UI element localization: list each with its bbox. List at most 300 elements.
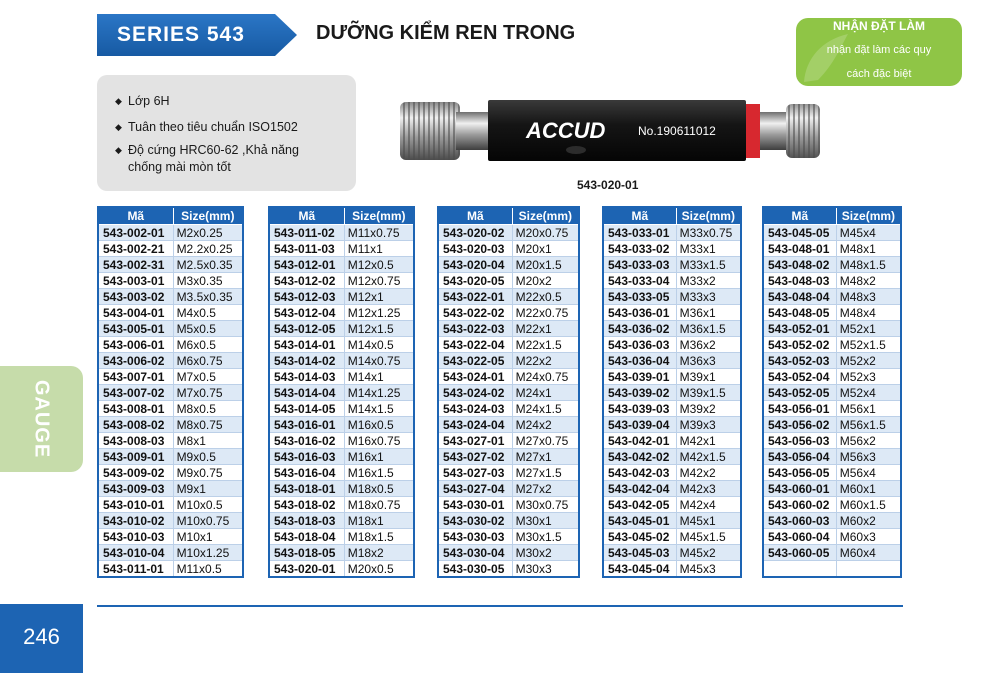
product-code: 543-027-01: [438, 433, 512, 449]
table-row: [269, 273, 414, 289]
thread-size: M36x1: [676, 305, 741, 321]
thread-size: M11x0.5: [173, 561, 243, 578]
product-code: 543-052-04: [763, 369, 836, 385]
table-row: [603, 289, 741, 305]
thread-size: M39x3: [676, 417, 741, 433]
table-row: [438, 545, 579, 561]
side-tab-label: GAUGE: [30, 379, 53, 459]
size-table-4: [602, 206, 742, 578]
thread-size: M56x3: [836, 449, 901, 465]
thread-size: M9x0.75: [173, 465, 243, 481]
table-header-row: [438, 207, 579, 225]
table-row: [438, 385, 579, 401]
gauge-side-tab: [0, 366, 83, 472]
product-code: 543-024-01: [438, 369, 512, 385]
table-row: [98, 273, 243, 289]
product-code: 543-020-03: [438, 241, 512, 257]
table-row: [763, 417, 901, 433]
product-code: 543-005-01: [98, 321, 173, 337]
table-row: [269, 353, 414, 369]
product-code: 543-045-02: [603, 529, 676, 545]
table-row: [763, 321, 901, 337]
product-code: 543-022-04: [438, 337, 512, 353]
product-code: 543-012-01: [269, 257, 344, 273]
table-row: [763, 433, 901, 449]
thread-size: M56x1.5: [836, 417, 901, 433]
product-code: 543-030-02: [438, 513, 512, 529]
product-code: 543-020-04: [438, 257, 512, 273]
table-row: [98, 529, 243, 545]
product-code: 543-009-02: [98, 465, 173, 481]
table-row: [438, 433, 579, 449]
column-header-size: Size(mm): [512, 207, 579, 225]
table-row: [763, 385, 901, 401]
table-row: [438, 561, 579, 578]
thread-size: M10x1: [173, 529, 243, 545]
table-row: [603, 497, 741, 513]
table-row: [763, 513, 901, 529]
thread-size: M56x2: [836, 433, 901, 449]
product-code: 543-056-03: [763, 433, 836, 449]
table-row: [269, 321, 414, 337]
thread-size: M48x1: [836, 241, 901, 257]
table-header-row: [763, 207, 901, 225]
thread-size: M39x2: [676, 401, 741, 417]
product-code: 543-020-01: [269, 561, 344, 578]
table-row: [438, 321, 579, 337]
product-code: 543-009-01: [98, 449, 173, 465]
thread-size: M36x2: [676, 337, 741, 353]
product-code: 543-004-01: [98, 305, 173, 321]
table-row: [603, 433, 741, 449]
table-header-row: [98, 207, 243, 225]
thread-size: M56x1: [836, 401, 901, 417]
table-row: [603, 241, 741, 257]
product-code: 543-033-05: [603, 289, 676, 305]
thread-size: M18x1.5: [344, 529, 414, 545]
table-row: [438, 337, 579, 353]
product-code: 543-008-01: [98, 401, 173, 417]
thread-size: M52x3: [836, 369, 901, 385]
product-code: 543-010-01: [98, 497, 173, 513]
table-row: [269, 385, 414, 401]
thread-size: M7x0.75: [173, 385, 243, 401]
thread-size: M42x4: [676, 497, 741, 513]
feature-list: [97, 75, 356, 191]
thread-size: M14x0.5: [344, 337, 414, 353]
table-row: [98, 513, 243, 529]
table-row: [98, 305, 243, 321]
table-row: [763, 401, 901, 417]
thread-size: M24x0.75: [512, 369, 579, 385]
product-code: 543-011-03: [269, 241, 344, 257]
thread-size: M27x0.75: [512, 433, 579, 449]
column-header-code: Mã: [438, 207, 512, 225]
product-code: 543-010-04: [98, 545, 173, 561]
product-code: 543-014-04: [269, 385, 344, 401]
thread-size: M60x3: [836, 529, 901, 545]
product-code: 543-024-02: [438, 385, 512, 401]
table-row: [763, 241, 901, 257]
product-code: 543-002-01: [98, 225, 173, 241]
thread-size: M42x1: [676, 433, 741, 449]
feature-text: Độ cứng HRC60-62 ,Khả năng chống mài mòn tốt: [128, 143, 299, 174]
table-row: [269, 305, 414, 321]
bullet-icon: ◆: [115, 145, 122, 155]
thread-size: M27x1: [512, 449, 579, 465]
thread-size: M52x1: [836, 321, 901, 337]
product-code: 543-042-05: [603, 497, 676, 513]
product-code: 543-012-03: [269, 289, 344, 305]
product-code: 543-002-21: [98, 241, 173, 257]
thread-size: M16x0.75: [344, 433, 414, 449]
product-code: 543-033-04: [603, 273, 676, 289]
thread-size: M22x1: [512, 321, 579, 337]
page-title: DƯỠNG KIỂM REN TRONG: [316, 22, 576, 44]
bottom-divider: [97, 605, 903, 607]
table-row: [603, 561, 741, 578]
table-row: [98, 417, 243, 433]
thread-size: M4x0.5: [173, 305, 243, 321]
thread-size: M20x2: [512, 273, 579, 289]
column-header-code: Mã: [269, 207, 344, 225]
feature-item: [115, 142, 328, 176]
page-number: 246: [23, 624, 60, 649]
thread-size: M60x2: [836, 513, 901, 529]
thread-gauge-image: [400, 98, 820, 164]
table-row: [763, 561, 901, 578]
product-code: 543-042-03: [603, 465, 676, 481]
table-row: [438, 257, 579, 273]
table-header-row: [603, 207, 741, 225]
product-code: 543-048-02: [763, 257, 836, 273]
product-code: 543-045-01: [603, 513, 676, 529]
size-table-5: [762, 206, 902, 578]
product-code: 543-007-02: [98, 385, 173, 401]
product-code: 543-042-04: [603, 481, 676, 497]
table-row: [98, 321, 243, 337]
product-code: 543-016-01: [269, 417, 344, 433]
thread-size: M8x0.5: [173, 401, 243, 417]
table-row: [763, 353, 901, 369]
table-row: [603, 417, 741, 433]
table-row: [763, 529, 901, 545]
table-row: [603, 513, 741, 529]
thread-size: M60x1.5: [836, 497, 901, 513]
table-row: [603, 401, 741, 417]
table-row: [98, 337, 243, 353]
size-table-2: [268, 206, 415, 578]
thread-size: M60x1: [836, 481, 901, 497]
product-code: 543-027-04: [438, 481, 512, 497]
column-header-code: Mã: [98, 207, 173, 225]
table-row: [98, 369, 243, 385]
serial-number: No.190611012: [638, 124, 716, 138]
product-code: 543-052-03: [763, 353, 836, 369]
thread-size: M45x4: [836, 225, 901, 241]
table-row: [438, 481, 579, 497]
product-code: 543-027-02: [438, 449, 512, 465]
thread-size: M12x0.5: [344, 257, 414, 273]
product-code: 543-060-02: [763, 497, 836, 513]
product-code: 543-033-02: [603, 241, 676, 257]
bullet-icon: ◆: [115, 96, 122, 106]
table-row: [438, 529, 579, 545]
table-row: [438, 417, 579, 433]
thread-size: M6x0.75: [173, 353, 243, 369]
product-code: 543-060-04: [763, 529, 836, 545]
product-code: [763, 561, 836, 578]
product-code: 543-024-03: [438, 401, 512, 417]
thread-size: M20x0.5: [344, 561, 414, 578]
product-code: 543-006-02: [98, 353, 173, 369]
series-label: SERIES 543: [117, 23, 245, 46]
size-table-3: [437, 206, 580, 578]
product-code: 543-036-04: [603, 353, 676, 369]
thread-size: M39x1.5: [676, 385, 741, 401]
table-row: [98, 465, 243, 481]
thread-size: M33x2: [676, 273, 741, 289]
product-code: 543-056-01: [763, 401, 836, 417]
table-row: [98, 353, 243, 369]
thread-size: M16x0.5: [344, 417, 414, 433]
product-code: 543-012-05: [269, 321, 344, 337]
table-row: [763, 289, 901, 305]
table-row: [269, 401, 414, 417]
table-row: [269, 257, 414, 273]
column-header-size: Size(mm): [836, 207, 901, 225]
table-row: [438, 353, 579, 369]
table-row: [603, 337, 741, 353]
table-row: [603, 273, 741, 289]
thread-size: M45x1: [676, 513, 741, 529]
custom-order-badge: [796, 18, 962, 86]
badge-line-1: nhận đặt làm các quy: [826, 44, 932, 56]
table-header-row: [269, 207, 414, 225]
product-code: 543-039-03: [603, 401, 676, 417]
product-code: 543-030-05: [438, 561, 512, 578]
product-code: 543-016-02: [269, 433, 344, 449]
product-code: 543-007-01: [98, 369, 173, 385]
product-code: 543-039-01: [603, 369, 676, 385]
table-row: [438, 401, 579, 417]
thread-size: M52x4: [836, 385, 901, 401]
product-code: 543-011-02: [269, 225, 344, 241]
thread-size: [836, 561, 901, 578]
table-row: [98, 385, 243, 401]
product-code: 543-056-05: [763, 465, 836, 481]
product-code: 543-027-03: [438, 465, 512, 481]
product-code: 543-048-03: [763, 273, 836, 289]
table-row: [603, 545, 741, 561]
product-code: 543-012-04: [269, 305, 344, 321]
thread-size: M14x1.25: [344, 385, 414, 401]
table-row: [763, 337, 901, 353]
table-row: [603, 385, 741, 401]
table-row: [438, 449, 579, 465]
thread-size: M10x1.25: [173, 545, 243, 561]
product-code: 543-052-01: [763, 321, 836, 337]
product-code: 543-022-05: [438, 353, 512, 369]
table-row: [98, 481, 243, 497]
thread-size: M39x1: [676, 369, 741, 385]
product-code: 543-042-02: [603, 449, 676, 465]
product-code: 543-036-03: [603, 337, 676, 353]
thread-size: M3x0.35: [173, 273, 243, 289]
table-row: [438, 497, 579, 513]
thread-size: M18x0.75: [344, 497, 414, 513]
table-row: [603, 449, 741, 465]
product-code: 543-056-02: [763, 417, 836, 433]
product-code: 543-014-05: [269, 401, 344, 417]
product-code: 543-039-02: [603, 385, 676, 401]
product-code: 543-052-05: [763, 385, 836, 401]
table-row: [763, 481, 901, 497]
thread-size: M12x1.5: [344, 321, 414, 337]
table-row: [98, 449, 243, 465]
thread-size: M16x1.5: [344, 465, 414, 481]
product-code: 543-014-02: [269, 353, 344, 369]
thread-size: M20x0.75: [512, 225, 579, 241]
table-row: [438, 241, 579, 257]
table-row: [269, 225, 414, 241]
table-row: [763, 497, 901, 513]
thread-size: M60x4: [836, 545, 901, 561]
thread-size: M48x4: [836, 305, 901, 321]
table-row: [603, 353, 741, 369]
thread-size: M22x0.5: [512, 289, 579, 305]
thread-size: M33x1.5: [676, 257, 741, 273]
thread-size: M33x3: [676, 289, 741, 305]
table-row: [269, 465, 414, 481]
product-code: 543-033-01: [603, 225, 676, 241]
thread-size: M16x1: [344, 449, 414, 465]
thread-size: M30x1.5: [512, 529, 579, 545]
thread-size: M10x0.75: [173, 513, 243, 529]
thread-size: M22x0.75: [512, 305, 579, 321]
thread-size: M2.5x0.35: [173, 257, 243, 273]
thread-size: M36x1.5: [676, 321, 741, 337]
thread-gauge-illustration: [400, 98, 820, 164]
thread-size: M9x0.5: [173, 449, 243, 465]
product-code: 543-018-01: [269, 481, 344, 497]
product-code: 543-056-04: [763, 449, 836, 465]
feature-text: Lớp 6H: [128, 94, 170, 108]
thread-size: M9x1: [173, 481, 243, 497]
badge-title: NHẬN ĐẶT LÀM: [833, 19, 925, 33]
thread-size: M12x1.25: [344, 305, 414, 321]
table-row: [603, 465, 741, 481]
thread-size: M2x0.25: [173, 225, 243, 241]
thread-size: M45x3: [676, 561, 741, 578]
product-code: 543-018-02: [269, 497, 344, 513]
product-code: 543-030-03: [438, 529, 512, 545]
thread-size: M18x1: [344, 513, 414, 529]
thread-size: M10x0.5: [173, 497, 243, 513]
table-row: [269, 369, 414, 385]
table-row: [438, 369, 579, 385]
table-row: [603, 369, 741, 385]
thread-size: M22x2: [512, 353, 579, 369]
product-code: 543-052-02: [763, 337, 836, 353]
product-code: 543-003-01: [98, 273, 173, 289]
column-header-size: Size(mm): [173, 207, 243, 225]
product-code: 543-048-01: [763, 241, 836, 257]
product-code: 543-003-02: [98, 289, 173, 305]
table-row: [269, 289, 414, 305]
product-code: 543-060-01: [763, 481, 836, 497]
table-row: [269, 241, 414, 257]
thread-size: M56x4: [836, 465, 901, 481]
thread-size: M18x0.5: [344, 481, 414, 497]
thread-size: M14x1.5: [344, 401, 414, 417]
product-code: 543-020-05: [438, 273, 512, 289]
thread-size: M30x2: [512, 545, 579, 561]
column-header-size: Size(mm): [676, 207, 741, 225]
thread-size: M11x1: [344, 241, 414, 257]
product-code: 543-022-02: [438, 305, 512, 321]
thread-size: M24x1.5: [512, 401, 579, 417]
table-row: [603, 225, 741, 241]
table-row: [269, 561, 414, 578]
feature-text: Tuân theo tiêu chuẩn ISO1502: [128, 120, 298, 134]
thread-size: M45x2: [676, 545, 741, 561]
feature-item: [115, 119, 338, 136]
product-code: 543-022-01: [438, 289, 512, 305]
table-row: [269, 449, 414, 465]
product-code: 543-010-03: [98, 529, 173, 545]
table-row: [763, 465, 901, 481]
table-row: [269, 337, 414, 353]
thread-size: M7x0.5: [173, 369, 243, 385]
table-row: [603, 305, 741, 321]
thread-size: M33x1: [676, 241, 741, 257]
product-code: 543-016-04: [269, 465, 344, 481]
table-row: [763, 305, 901, 321]
product-code: 543-006-01: [98, 337, 173, 353]
product-code: 543-018-04: [269, 529, 344, 545]
table-row: [603, 321, 741, 337]
thread-size: M12x1: [344, 289, 414, 305]
thread-size: M48x2: [836, 273, 901, 289]
table-row: [98, 545, 243, 561]
table-row: [269, 545, 414, 561]
size-table-1: [97, 206, 244, 578]
thread-size: M27x1.5: [512, 465, 579, 481]
product-code: 543-045-05: [763, 225, 836, 241]
product-code: 543-009-03: [98, 481, 173, 497]
product-code: 543-020-02: [438, 225, 512, 241]
thread-size: M48x3: [836, 289, 901, 305]
thread-size: M24x1: [512, 385, 579, 401]
thread-size: M20x1: [512, 241, 579, 257]
table-row: [98, 241, 243, 257]
table-row: [763, 369, 901, 385]
column-header-code: Mã: [763, 207, 836, 225]
table-row: [269, 513, 414, 529]
table-row: [438, 305, 579, 321]
table-row: [438, 225, 579, 241]
product-caption: 543-020-01: [577, 178, 639, 192]
table-row: [269, 433, 414, 449]
thread-size: M6x0.5: [173, 337, 243, 353]
feature-item: [115, 93, 338, 110]
product-code: 543-014-03: [269, 369, 344, 385]
column-header-code: Mã: [603, 207, 676, 225]
thread-size: M36x3: [676, 353, 741, 369]
product-code: 543-014-01: [269, 337, 344, 353]
thread-size: M14x1: [344, 369, 414, 385]
